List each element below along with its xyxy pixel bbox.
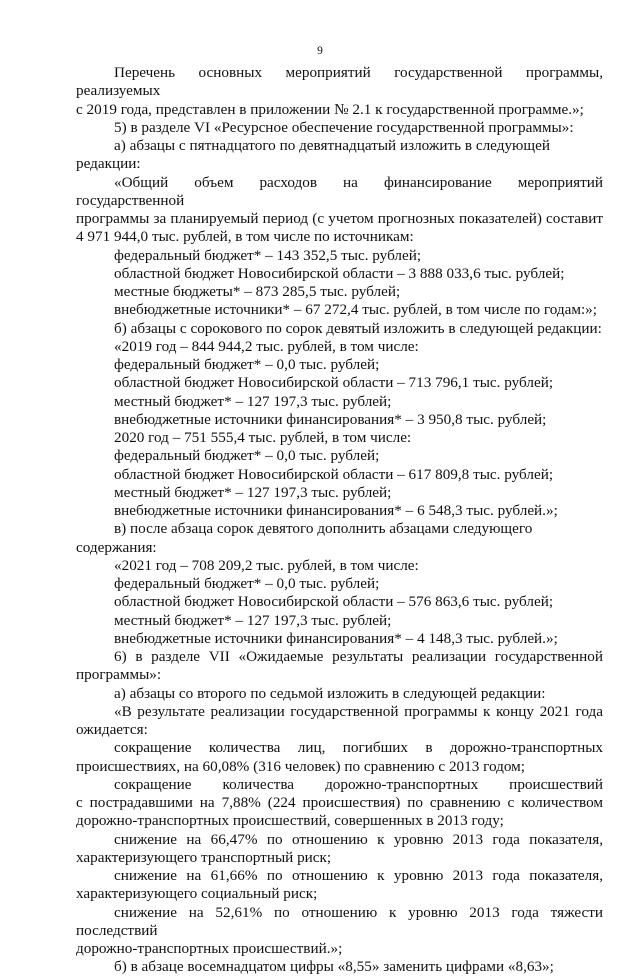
text-line: федеральный бюджет* – 0,0 тыс. рублей;	[114, 447, 380, 465]
text-line: Перечень основных мероприятий государственной программы, реализуемых	[76, 64, 603, 100]
document-body	[76, 64, 603, 977]
text-line: ожидается:	[76, 721, 148, 738]
text-line: местный бюджет* – 127 197,3 тыс. рублей;	[114, 611, 392, 629]
text-line: с пострадавшими на 7,88% (224 происшествия) по сравнению с количеством	[76, 794, 603, 811]
text-line: местные бюджеты* – 873 285,5 тыс. рублей;	[114, 283, 401, 300]
text-line: программы за планируемый период (с учетом прогнозных показателей) составит	[76, 210, 603, 227]
text-line: «2019 год – 844 944,2 тыс. рублей, в том числе:	[114, 337, 419, 355]
text-line: внебюджетные источники финансирования* – 4 148,3 тыс. рублей.»;	[114, 629, 558, 647]
text-line: а) абзацы со второго по седьмой изложить в следующей редакции:	[114, 684, 546, 702]
text-line: б) в абзаце восемнадцатом цифры «8,55» заменить цифрами «8,63»;	[114, 958, 554, 976]
text-line: 2020 год – 751 555,4 тыс. рублей, в том числе:	[114, 429, 412, 446]
text-line: б) абзацы с сорокового по сорок девятый изложить в следующей редакции:	[114, 319, 602, 337]
text-line: «Общий объем расходов на финансирование мероприятий государственной	[76, 173, 603, 209]
text-line: 5) в разделе VI «Ресурсное обеспечение государственной программы»:	[114, 118, 574, 136]
text-line: областной бюджет Новосибирской области – 3 888 033,6 тыс. рублей;	[114, 264, 565, 282]
text-line: 4 971 944,0 тыс. рублей, в том числе по источникам:	[76, 228, 414, 246]
text-line: областной бюджет Новосибирской области – 617 809,8 тыс. рублей;	[114, 465, 554, 483]
text-line: «2021 год – 708 209,2 тыс. рублей, в том числе:	[114, 556, 419, 574]
text-line: местный бюджет* – 127 197,3 тыс. рублей;	[114, 392, 392, 410]
text-line: программы»:	[76, 666, 162, 684]
text-line: местный бюджет* – 127 197,3 тыс. рублей;	[114, 483, 392, 501]
text-line: дорожно-транспортных происшествий.»;	[76, 940, 343, 957]
text-line: федеральный бюджет* – 143 352,5 тыс. рублей;	[114, 246, 422, 264]
text-line: федеральный бюджет* – 0,0 тыс. рублей;	[114, 575, 380, 592]
text-line: сокращение количества дорожно-транспортных происшествий	[114, 775, 603, 793]
text-line: снижение на 61,66% по отношению к уровню 2013 года показателя,	[114, 867, 603, 884]
text-line: внебюджетные источники финансирования* – 3 950,8 тыс. рублей;	[114, 410, 547, 428]
text-line: с 2019 года, представлен в приложении № 2.1 к государственной программе.»;	[76, 100, 584, 118]
text-line: а) абзацы с пятнадцатого по девятнадцатый изложить в следующей редакции:	[76, 137, 550, 173]
text-line: сокращение количества лиц, погибших в дорожно-транспортных	[114, 739, 603, 757]
text-line: в) после абзаца сорок девятого дополнить абзацами следующего содержания:	[76, 520, 533, 556]
page-number: 9	[317, 45, 323, 57]
text-line: характеризующего транспортный риск;	[76, 848, 332, 866]
text-line: 6) в разделе VII «Ожидаемые результаты реализации государственной	[114, 648, 603, 665]
text-line: областной бюджет Новосибирской области – 713 796,1 тыс. рублей;	[114, 374, 554, 392]
text-line: характеризующего социальный риск;	[76, 885, 318, 903]
text-line: дорожно-транспортных происшествий, совершенных в 2013 году;	[76, 812, 504, 830]
text-line: «В результате реализации государственной программы к концу 2021 года	[114, 702, 603, 720]
text-line: внебюджетные источники финансирования* – 6 548,3 тыс. рублей.»;	[114, 502, 558, 519]
text-line: федеральный бюджет* – 0,0 тыс. рублей;	[114, 356, 380, 373]
text-line: областной бюджет Новосибирской области – 576 863,6 тыс. рублей;	[114, 593, 554, 611]
text-line: снижение на 66,47% по отношению к уровню 2013 года показателя,	[114, 830, 603, 848]
text-line: происшествиях, на 60,08% (316 человек) по сравнению с 2013 годом;	[76, 757, 525, 775]
text-line: внебюджетные источники* – 67 272,4 тыс. рублей, в том числе по годам:»;	[114, 301, 597, 319]
text-line: снижение на 52,61% по отношению к уровню 2013 года тяжести последствий	[76, 903, 603, 939]
